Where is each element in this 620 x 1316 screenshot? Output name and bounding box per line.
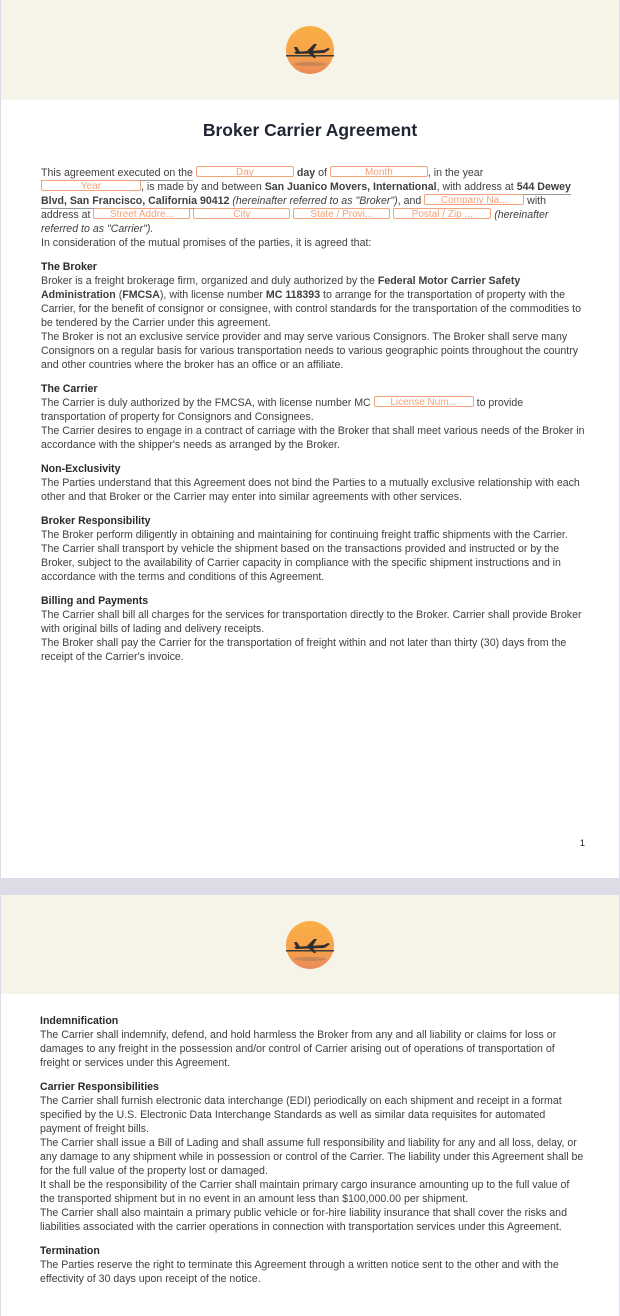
indemnification-paragraph: The Carrier shall indemnify, defend, and hold harmless the Broker from any and all liability or claims for loss or damages to any freight in the possession and/or control of Carrier arising out of operations of transportation of freight or services under this Agreement.	[40, 1029, 557, 1069]
broker-reference: (hereinafter referred to as "Broker")	[232, 195, 398, 207]
intro-text: This agreement executed on the	[41, 167, 193, 179]
body-text: ), with license number	[159, 289, 263, 301]
billing-paragraph-1: The Carrier shall bill all charges for the services for transportation directly to the Broker. Carrier shall provide Broker with original bills of lading and delivery receipts.	[41, 609, 582, 635]
intro-text: with address at	[41, 195, 547, 221]
carrier-responsibilities-paragraph-1: The Carrier shall furnish electronic data interchange (EDI) periodically on each shipment and receipt in a format specified by the U.S. Electronic Data Interchange Standards as well as similar data requisites for automated payment of freight bills.	[40, 1095, 562, 1135]
body-text: to provide transportation of property for Consignors and Consignees.	[41, 397, 524, 423]
intro-text: , in the year	[427, 167, 484, 179]
broker-paragraph-2: The Broker is not an exclusive service provider and may serve various Consignors. The Broker shall serve many Consignors on a regular basis for various transportation needs to various geographic points throughout the country and other countries where the broker has an office or an affiliate.	[41, 331, 579, 371]
body-text: to arrange for the transportation of property with the Carrier, for the benefit of consignor or consignee, with control standards for the transportation of the commodities to be tendered by the Carrier under this agreement.	[41, 289, 581, 329]
termination-paragraph: The Parties reserve the right to terminate this Agreement through a written notice sent to the other and with the effectivity of 30 days upon receipt of the notice.	[40, 1259, 559, 1285]
section-heading-nonexclusivity: Non-Exclusivity	[41, 463, 121, 475]
street-address-field[interactable]: Street Addre...	[93, 208, 190, 219]
postal-zip-field[interactable]: Postal / Zip ...	[393, 208, 491, 219]
intro-text: , is made by and between	[141, 181, 262, 193]
fmcsa-name: Federal Motor Carrier Safety Administration	[41, 275, 521, 301]
broker-address: 544 Dewey Blvd, San Francisco, California 90412	[41, 181, 571, 207]
body-text: The Carrier is duly authorized by the FMCSA, with license number MC	[41, 397, 371, 409]
fmcsa-abbr: FMCSA	[122, 289, 160, 301]
carrier-reference: (hereinafter referred to as "Carrier").	[41, 209, 549, 235]
document-page-1	[1, 0, 619, 878]
broker-paragraph-1	[41, 274, 586, 330]
body-text: (	[118, 289, 123, 301]
section-heading-broker-responsibility: Broker Responsibility	[41, 515, 151, 527]
month-field[interactable]: Month	[330, 166, 428, 177]
city-field[interactable]: City	[193, 208, 290, 219]
billing-paragraph-2: The Broker shall pay the Carrier for the transportation of freight within and not later than thirty (30) days from the receipt of the Carrier's invoice.	[41, 637, 567, 663]
intro-text: day	[296, 167, 316, 179]
intro-text: of	[318, 167, 327, 179]
license-number-field[interactable]: License Num...	[374, 396, 474, 407]
body-text: Broker is a freight brokerage firm, organized and duly authorized by the	[41, 275, 375, 287]
intro-text: , and	[397, 195, 422, 207]
carrier-paragraph-2: The Carrier desires to engage in a contract of carriage with the Broker that shall meet various needs of the Broker in accordance with the shipper's needs as arranged by the Broker.	[41, 425, 585, 451]
broker-name: San Juanico Movers, International	[264, 181, 437, 193]
year-field[interactable]: Year	[41, 180, 141, 191]
day-field[interactable]: Day	[196, 166, 294, 177]
intro-paragraph	[41, 166, 586, 236]
carrier-responsibilities-paragraph-2: The Carrier shall issue a Bill of Lading and shall assume full responsibility and liability for any and all loss, delay, or any damage to any shipment while in possession or control of the Carrier. The liability under this Agreement shall be for the full value of the property lost or damaged.	[40, 1137, 584, 1177]
section-heading-carrier: The Carrier	[41, 383, 98, 395]
broker-license-number: MC 118393	[265, 289, 321, 301]
carrier-responsibilities-paragraph-3: It shall be the responsibility of the Carrier shall maintain primary cargo insurance amounting up to the full value of the transported shipment but in no event in an amount less than $100,000.00 per shipment.	[40, 1179, 570, 1205]
airplane-sunset-logo-icon	[284, 24, 336, 76]
consideration-text: In consideration of the mutual promises of the parties, it is agreed that:	[41, 237, 372, 249]
section-heading-termination: Termination	[40, 1245, 100, 1257]
page-number: 1	[579, 838, 585, 849]
page-header	[1, 0, 619, 100]
page-2-body	[40, 1014, 585, 1286]
carrier-responsibilities-paragraph-4: The Carrier shall also maintain a primary public vehicle or for-hire liability insurance that shall cover the risks and liabilities associated with the carrier operations in connection with transportation services under this Agreement.	[40, 1207, 567, 1233]
state-province-field[interactable]: State / Provi...	[293, 208, 390, 219]
document-title: Broker Carrier Agreement	[202, 120, 418, 140]
section-heading-broker: The Broker	[41, 261, 97, 273]
section-heading-indemnification: Indemnification	[40, 1015, 119, 1027]
nonexclusivity-paragraph: The Parties understand that this Agreement does not bind the Parties to a mutually exclusive relationship with each other and that Broker or the Carrier may enter into similar agreements with other services.	[41, 477, 580, 503]
broker-responsibility-paragraph: The Broker perform diligently in obtaining and maintaining for continuing freight traffic shipments with the Carrier. The Carrier shall transport by vehicle the shipment based on the transactions provided and instructed or by the Broker, subject to the availability of Carrier capacity in compliance with the specific shipment instructions and in accordance with the terms and conditions of this Agreement.	[41, 529, 568, 583]
company-name-field[interactable]: Company Na...	[424, 194, 524, 205]
airplane-sunset-logo-icon	[284, 919, 336, 971]
section-heading-carrier-responsibilities: Carrier Responsibilities	[40, 1081, 159, 1093]
section-heading-billing: Billing and Payments	[41, 595, 149, 607]
intro-text: , with address at	[436, 181, 514, 193]
page-header	[1, 895, 619, 994]
carrier-paragraph-1	[41, 396, 586, 424]
page-1-body	[41, 166, 586, 664]
